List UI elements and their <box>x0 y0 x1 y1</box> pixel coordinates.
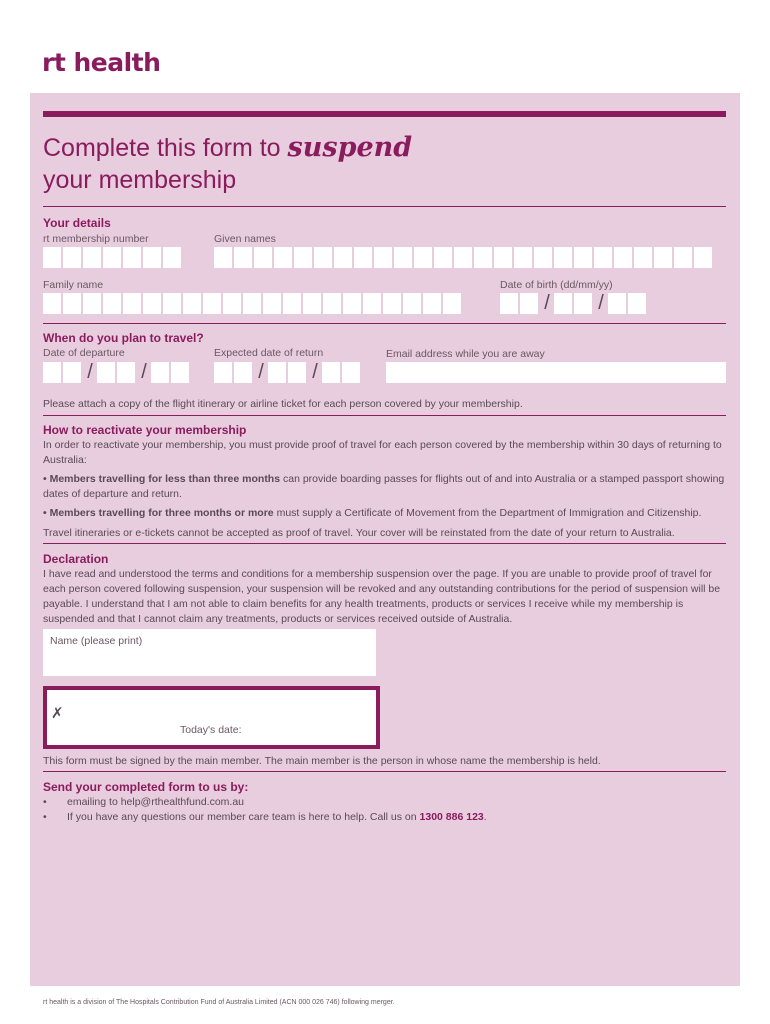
send-item-phone: • If you have any questions our member care team is here to help. Call us on 1300 886 123. <box>43 811 487 823</box>
membership-number-label: rt membership number <box>43 233 149 245</box>
given-names-label: Given names <box>214 233 276 245</box>
divider <box>43 771 726 772</box>
family-name-label: Family name <box>43 279 104 291</box>
declaration-heading: Declaration <box>43 552 109 566</box>
todays-date-label: Today's date: <box>180 724 242 736</box>
dob-field[interactable]: / / <box>500 293 648 314</box>
your-details-heading: Your details <box>43 216 111 230</box>
send-heading: Send your completed form to us by: <box>43 780 249 794</box>
declaration-text: I have read and understood the terms and conditions for a membership suspension over the page. If you are unable to provide proof of travel for each person covered following suspension, your suspension will be revoked and any outstanding contributions for the period of suspension will be payable. I understand that I am not able to claim benefits for any health treatments, products or services I receive while my membership is suspended and that I cannot claim any treatments, products or services received outside of Australia. <box>43 568 721 625</box>
reactivate-heading: How to reactivate your membership <box>43 423 247 437</box>
send-item-email: • emailing to help@rthealthfund.com.au <box>43 796 245 808</box>
signature-field[interactable] <box>43 686 380 749</box>
given-names-field[interactable] <box>214 247 714 268</box>
travel-heading: When do you plan to travel? <box>43 331 204 345</box>
divider <box>43 323 726 324</box>
email-label: Email address while you are away <box>386 348 545 360</box>
reactivate-intro: In order to reactivate your membership, you must provide proof of travel for each person covered by the membership within 30 days of returning to Australia: <box>43 439 722 466</box>
divider <box>43 206 726 207</box>
departure-date-field[interactable]: / / <box>43 362 191 383</box>
dob-label: Date of birth (dd/mm/yy) <box>500 279 613 291</box>
attach-note: Please attach a copy of the flight itinerary or airline ticket for each person covered by your membership. <box>43 398 523 410</box>
page-title: Complete this form to suspend your membership <box>43 132 413 194</box>
reactivate-three-months-or-more: • Members travelling for three months or more must supply a Certificate of Movement from the Department of Immigration and Citizenship. <box>43 507 702 519</box>
family-name-field[interactable] <box>43 293 463 314</box>
rt-health-logo: rt health <box>42 48 161 77</box>
name-print-label: Name (please print) <box>50 635 143 647</box>
signature-cross-icon: ✗ <box>51 705 64 722</box>
header-bar <box>43 111 726 117</box>
return-label: Expected date of return <box>214 347 324 359</box>
return-date-field[interactable]: / / <box>214 362 362 383</box>
divider <box>43 415 726 416</box>
reactivate-less-three-months: • Members travelling for less than three months can provide boarding passes for flights out of and into Australia or a stamped passport showing dates of departure and return. <box>43 473 725 500</box>
footer-text: rt health is a division of The Hospitals Contribution Fund of Australia Limited (ACN 000 026 746) following merger. <box>43 999 395 1006</box>
reactivate-note: Travel itineraries or e-tickets cannot be accepted as proof of travel. Your cover will be reinstated from the date of your return to Australia. <box>43 527 675 539</box>
title-script-word: suspend <box>287 132 413 163</box>
name-print-field[interactable] <box>43 629 376 676</box>
signed-note: This form must be signed by the main member. The main member is the person in whose name the membership is held. <box>43 755 601 767</box>
divider <box>43 543 726 544</box>
departure-label: Date of departure <box>43 347 125 359</box>
membership-number-field[interactable] <box>43 247 183 268</box>
phone-number: 1300 886 123 <box>419 811 484 823</box>
email-field[interactable] <box>386 362 726 383</box>
